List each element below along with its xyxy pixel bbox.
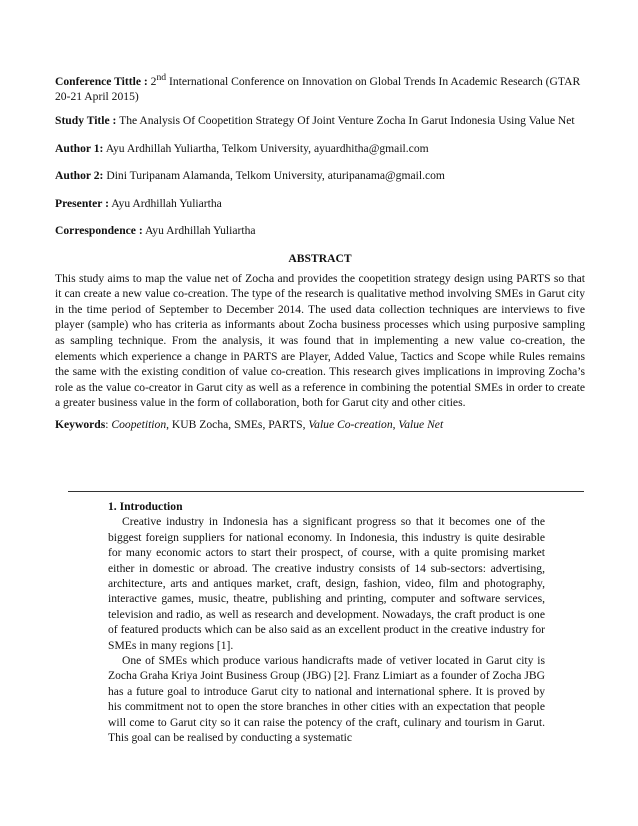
author-2: Author 2: Dini Turipanam Alamanda, Telkom University, aturipanama@gmail.com [55, 169, 445, 183]
introduction-paragraph-1: Creative industry in Indonesia has a significant progress so that it becomes one of the biggest foreign suppliers for national economy. In Indonesia, this industry is quite desirable for many economic actors to start their prospect, of course, with a quite promising market either in domestic or abroad. The creative industry consists of 14 sub-sectors: advertising, architecture, arts and antiques market, craft, design, fashion, video, film and photography, interactive games, music, theatre, publishing and printing, computer and software services, television and radio, as well as research and development. Nowadays, the craft product is one of featured products which can be also said as an excellent product in the creative industry for SMEs in many regions [1]. [108, 515, 545, 652]
paper-metadata [55, 70, 585, 239]
introduction-paragraph-2: One of SMEs which produce various handicrafts made of vetiver located in Garut city is Zocha Graha Kriya Joint Business Group (JBG) [2]. Franz Limiart as a founder of Zocha JBG has a future goal to introduce Garut city to national and international sphere. It is proved by his commitment not to open the store branches in other cities with an expectation that people will come to Garut city so it can raise the potency of the craft, culinary and tourism in Garut. This goal can be realised by conducting a systematic [108, 654, 545, 745]
author-1: Author 1: Ayu Ardhillah Yuliartha, Telkom University, ayuardhitha@gmail.com [55, 141, 429, 155]
correspondence: Correspondence : Ayu Ardhillah Yuliartha [55, 224, 256, 238]
section-divider [68, 491, 584, 492]
abstract-body: This study aims to map the value net of Zocha and provides the coopetition strategy design using PARTS so that it can create a new value co-creation. The type of the research is qualitative method involving SMEs in Garut city in the time period of September to December 2014. The used data collection techniques are interviews to five player (sample) who has criteria as informants about Zocha business processes which using purposive sampling as sampling technique. From the analysis, it was found that in implementing a new value co-creation, the elements which experience a change in PARTS are Player, Added Value, Tactics and Scope while Rules remains the same with the existing condition of value co-creation. This research gives implications in improving Zocha’s role as the value co-creator in Garut city as well as a reference in combining the potential SMEs in order to create a greater business value in the form of collaboration, both for Garut city and other cities. [55, 271, 585, 410]
introduction-section [108, 499, 545, 746]
conference-title: Conference Tittle : 2nd International Conference on Innovation on Global Trends In Academic Research (GTAR 20-21 April 2015) [55, 72, 581, 104]
document-page [55, 70, 585, 433]
study-title: Study Title : The Analysis Of Coopetition Strategy Of Joint Venture Zocha In Garut Indonesia Using Value Net [55, 114, 575, 128]
introduction-heading: 1. Introduction [108, 500, 183, 513]
presenter: Presenter : Ayu Ardhillah Yuliartha [55, 196, 222, 210]
keywords: Keywords: Coopetition, KUB Zocha, SMEs, PARTS, Value Co-creation, Value Net [55, 417, 444, 431]
abstract-heading: ABSTRACT [288, 252, 352, 266]
conference-label: Conference Tittle : [55, 74, 148, 88]
